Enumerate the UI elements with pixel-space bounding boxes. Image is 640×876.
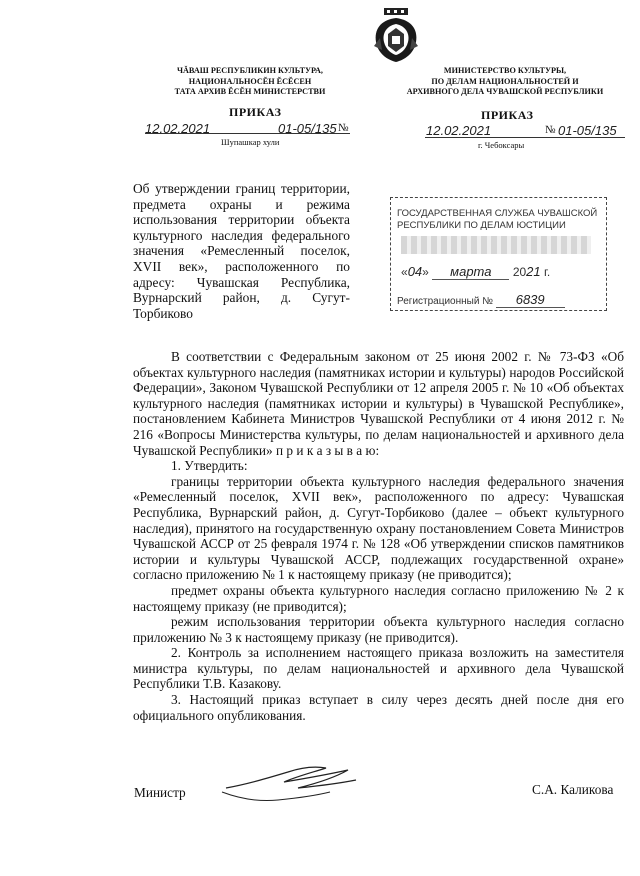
header-right-line3: АРХИВНОГО ДЕЛА ЧУВАШСКОЙ РЕСПУБЛИКИ: [406, 87, 604, 96]
signature-name: С.А. Каликова: [532, 782, 614, 797]
body-paragraph-7: 3. Настоящий приказ вступает в силу через десять дней после дня его официального опубликования.: [133, 692, 624, 723]
stamp-month: марта: [432, 264, 509, 280]
stamp-line2: РЕСПУБЛИКИ ПО ДЕЛАМ ЮСТИЦИИ: [397, 220, 566, 231]
body-paragraph-2: 1. Утвердить:: [171, 458, 248, 474]
header-left-date: 12.02.2021: [145, 121, 211, 136]
header-left-underline: [145, 133, 350, 134]
header-left-number: 01-05/135: [278, 121, 337, 136]
stamp-reg-label: Регистрационный №: [397, 296, 493, 307]
header-left-place: Шупашкар хули: [221, 137, 280, 147]
stamp-year-prefix: 20: [512, 265, 527, 279]
stamp-line1: ГОСУДАРСТВЕННАЯ СЛУЖБА ЧУВАШСКОЙ: [397, 208, 598, 219]
stamp-year: 21: [526, 264, 541, 279]
body-paragraph-1: В соответствии с Федеральным законом от 25 июня 2002 г. № 73-ФЗ «Об объектах культурного наследия (памятниках истории и культуры) народов Российской Федерации», Законом Чувашской Республики от 12 апреля 2005 г. № 10 «Об объектах культурного наследия (памятниках истории и культуры) в Чувашской Республике», постановлением Кабинета Министров Чувашской Республики от 4 июня 2012 г. № 216 «Вопросы Министерства культуры, по делам национальностей и архивного дела Чувашской Республики» п р и к а з ы в а ю:: [133, 349, 624, 458]
coat-of-arms-emblem: [370, 8, 422, 63]
header-left-number-sign: №: [338, 122, 349, 134]
header-left-prikaz: ПРИКАЗ: [229, 105, 282, 119]
header-right-number: 01-05/135: [558, 123, 617, 138]
header-left-line1: ЧĂВАШ РЕСПУБЛИКИН КУЛЬТУРА,: [177, 66, 323, 75]
signature-position: Министр: [134, 785, 186, 800]
header-left-line3: ТАТА АРХИВ ĔСĔН МИНИСТЕРСТВИ: [174, 87, 326, 96]
body-paragraph-6: 2. Контроль за исполнением настоящего приказа возложить на заместителя министра культуры, по делам национальностей и архивного дела Чувашской Республики Т.В. Казакову.: [133, 645, 624, 692]
header-right-date: 12.02.2021: [426, 123, 492, 138]
header-right-underline: [425, 137, 625, 138]
header-right-prikaz: ПРИКАЗ: [481, 108, 534, 122]
header-right-line2: ПО ДЕЛАМ НАЦИОНАЛЬНОСТЕЙ И: [431, 76, 579, 86]
stamp-day: 04: [407, 264, 423, 279]
registration-stamp: [390, 197, 607, 311]
stamp-reg-line: [397, 292, 565, 307]
document-title: Об утверждении границ территории, предмета охраны и режима использования территории объекта культурного наследия федерального значения «Ремесленный поселок, XVII век», расположенного по адресу: Чувашская Республика, Вурнарский район, д. Сугут-Торбиково: [133, 181, 350, 321]
body-paragraph-4: предмет охраны объекта культурного наследия согласно приложению № 2 к настоящему приказу (не приводится);: [133, 582, 624, 614]
body-paragraph-5: режим использования территории объекта культурного наследия согласно приложению № 3 к настоящему приказу (не приводится).: [133, 614, 624, 645]
header-left-org: [160, 66, 340, 98]
header-right-number-sign: №: [545, 124, 556, 136]
header-right-line1: МИНИСТЕРСТВО КУЛЬТУРЫ,: [443, 66, 567, 75]
stamp-smear: [401, 236, 591, 254]
stamp-year-suffix: г.: [543, 265, 551, 279]
stamp-date-line: «04» марта 2021 г.: [401, 264, 551, 279]
body-paragraph-3: границы территории объекта культурного наследия федерального значения «Ремесленный поселок, XVII век», расположенного по адресу: Чувашская Республика, Вурнарский район, д. Сугут-Торбиково (далее – объект культурного наследия), принятого на государственную охрану постановлением Совета Министров Чувашской АССР от 25 февраля 1974 г. № 128 «Об утверждении списков памятников истории и культуры Чувашской АССР, подлежащих государственной охране» согласно приложению № 1 к настоящему приказу (не приводится);: [133, 473, 624, 583]
document-body: [133, 349, 624, 723]
header-right-place: г. Чебоксары: [478, 140, 525, 150]
stamp-reg-number: 6839: [496, 292, 565, 308]
header-right-org: [400, 66, 610, 98]
header-left-line2: НАЦИОНАЛЬНОСĔН ĔСĔСЕН: [188, 76, 312, 86]
handwritten-signature: [218, 758, 368, 808]
